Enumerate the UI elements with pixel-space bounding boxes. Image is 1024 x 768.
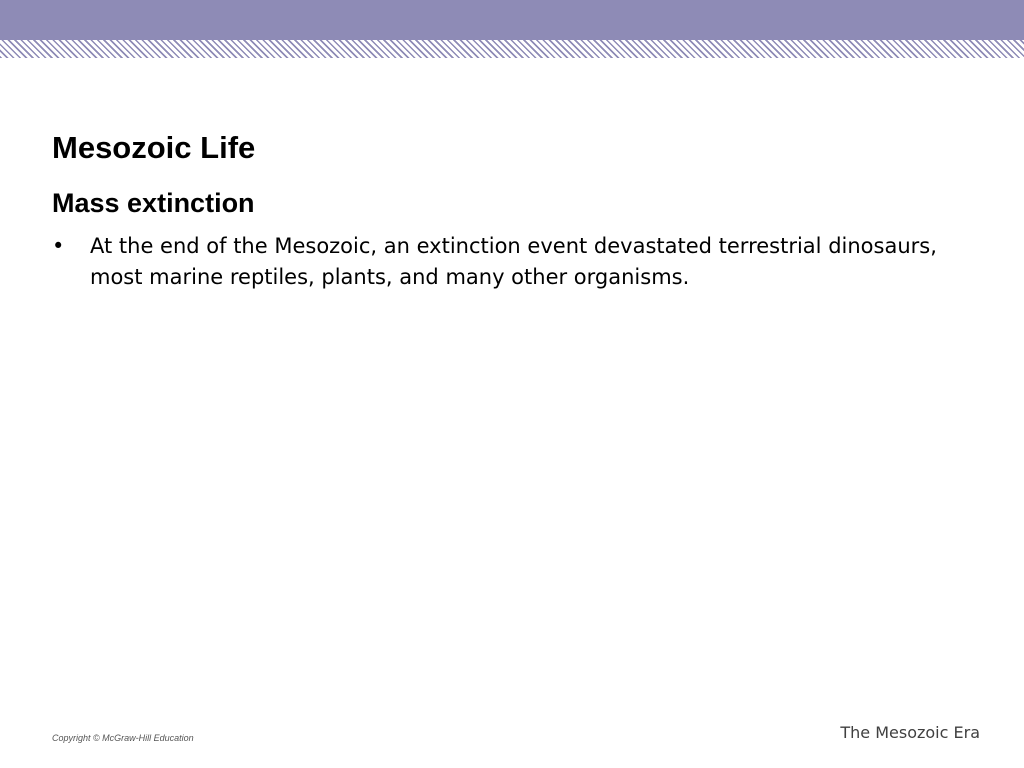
header-hatch-stripe (0, 40, 1024, 58)
slide-subtitle: Mass extinction (52, 188, 255, 218)
header-band (0, 0, 1024, 40)
copyright-notice: Copyright © McGraw-Hill Education (52, 733, 194, 743)
bullet-text: At the end of the Mesozoic, an extinction event devastated terrestrial dinosaurs, most marine reptiles, plants, and many other organisms. (90, 234, 937, 289)
bullet-item (52, 231, 952, 293)
slide-title: Mesozoic Life (52, 130, 256, 165)
bullet-icon: • (52, 234, 65, 258)
footer-section-title: The Mesozoic Era (840, 723, 980, 742)
bullet-list (52, 231, 952, 293)
